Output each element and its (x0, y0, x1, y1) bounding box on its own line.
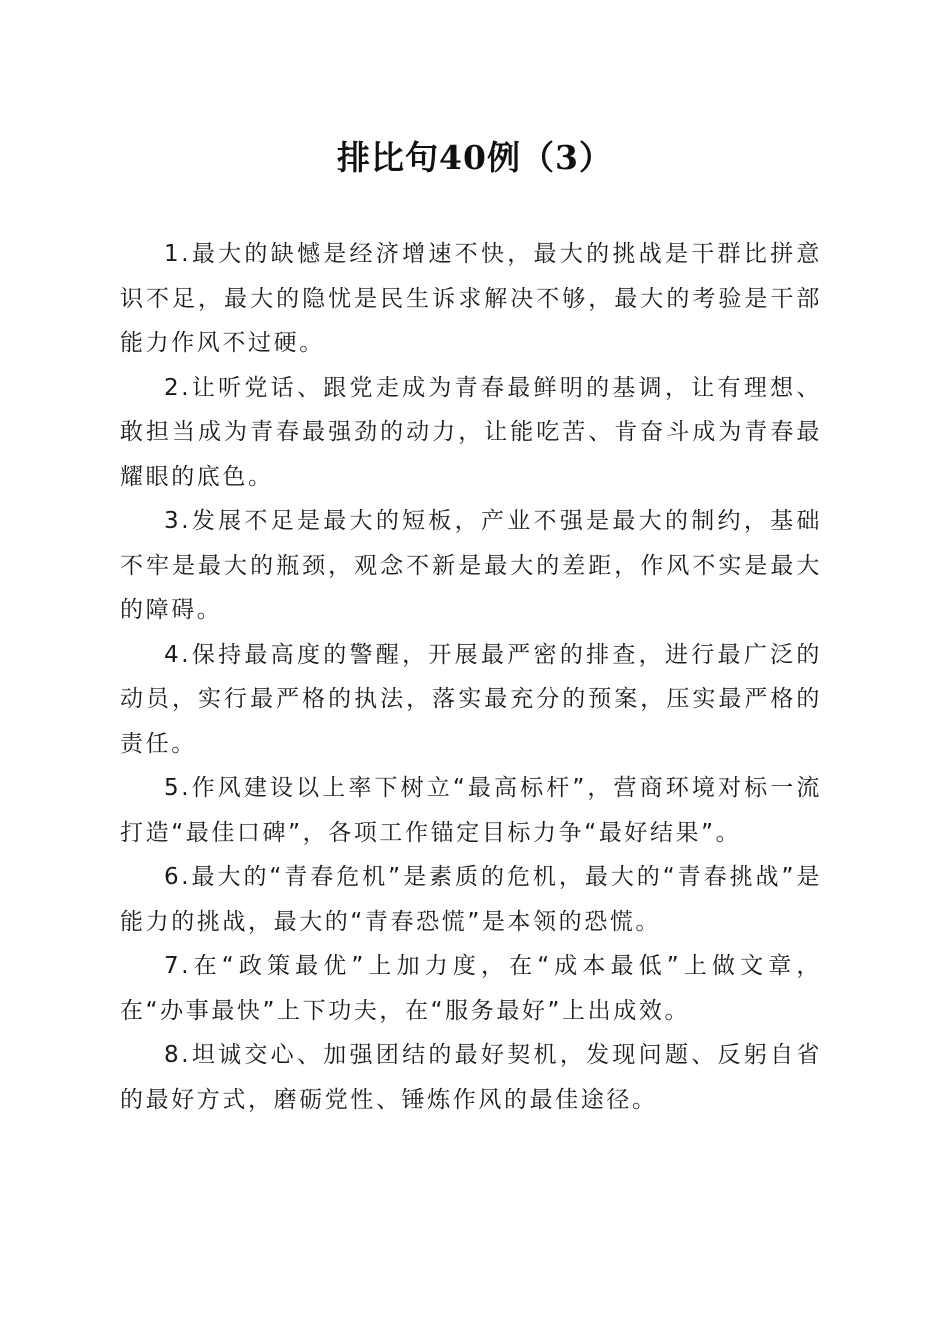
paragraph-3: 3.发展不足是最大的短板，产业不强是最大的制约，基础不牢是最大的瓶颈，观念不新是最大的差距，作风不实是最大的障碍。 (120, 508, 822, 623)
paragraph-7: 7.在“政策最优”上加力度，在“成本最低”上做文章，在“办事最快”上下功夫，在“服务最好”上出成效。 (120, 953, 822, 1024)
paragraph-2: 2.让听党话、跟党走成为青春最鲜明的基调，让有理想、敢担当成为青春最强劲的动力，让能吃苦、肯奋斗成为青春最耀眼的底色。 (120, 374, 822, 490)
paragraph-8: 8.坦诚交心、加强团结的最好契机，发现问题、反躬自省的最好方式，磨砺党性、锤炼作风的最佳途径。 (120, 1042, 822, 1113)
paragraph-1: 1.最大的缺憾是经济增速不快，最大的挑战是干群比拼意识不足，最大的隐忧是民生诉求解决不够，最大的考验是干部能力作风不过硬。 (120, 241, 822, 356)
page-title: 排比句40例（3） (337, 138, 613, 177)
paragraph-6: 6.最大的“青春危机”是素质的危机，最大的“青春挑战”是能力的挑战，最大的“青春恐慌”是本领的恐慌。 (120, 864, 822, 935)
paragraph-4: 4.保持最高度的警醒，开展最严密的排查，进行最广泛的动员，实行最严格的执法，落实最充分的预案，压实最严格的责任。 (120, 641, 822, 757)
document-body (120, 232, 822, 1122)
paragraph-5: 5.作风建设以上率下树立“最高标杆”，营商环境对标一流打造“最佳口碑”，各项工作锚定目标力争“最好结果”。 (120, 775, 822, 846)
